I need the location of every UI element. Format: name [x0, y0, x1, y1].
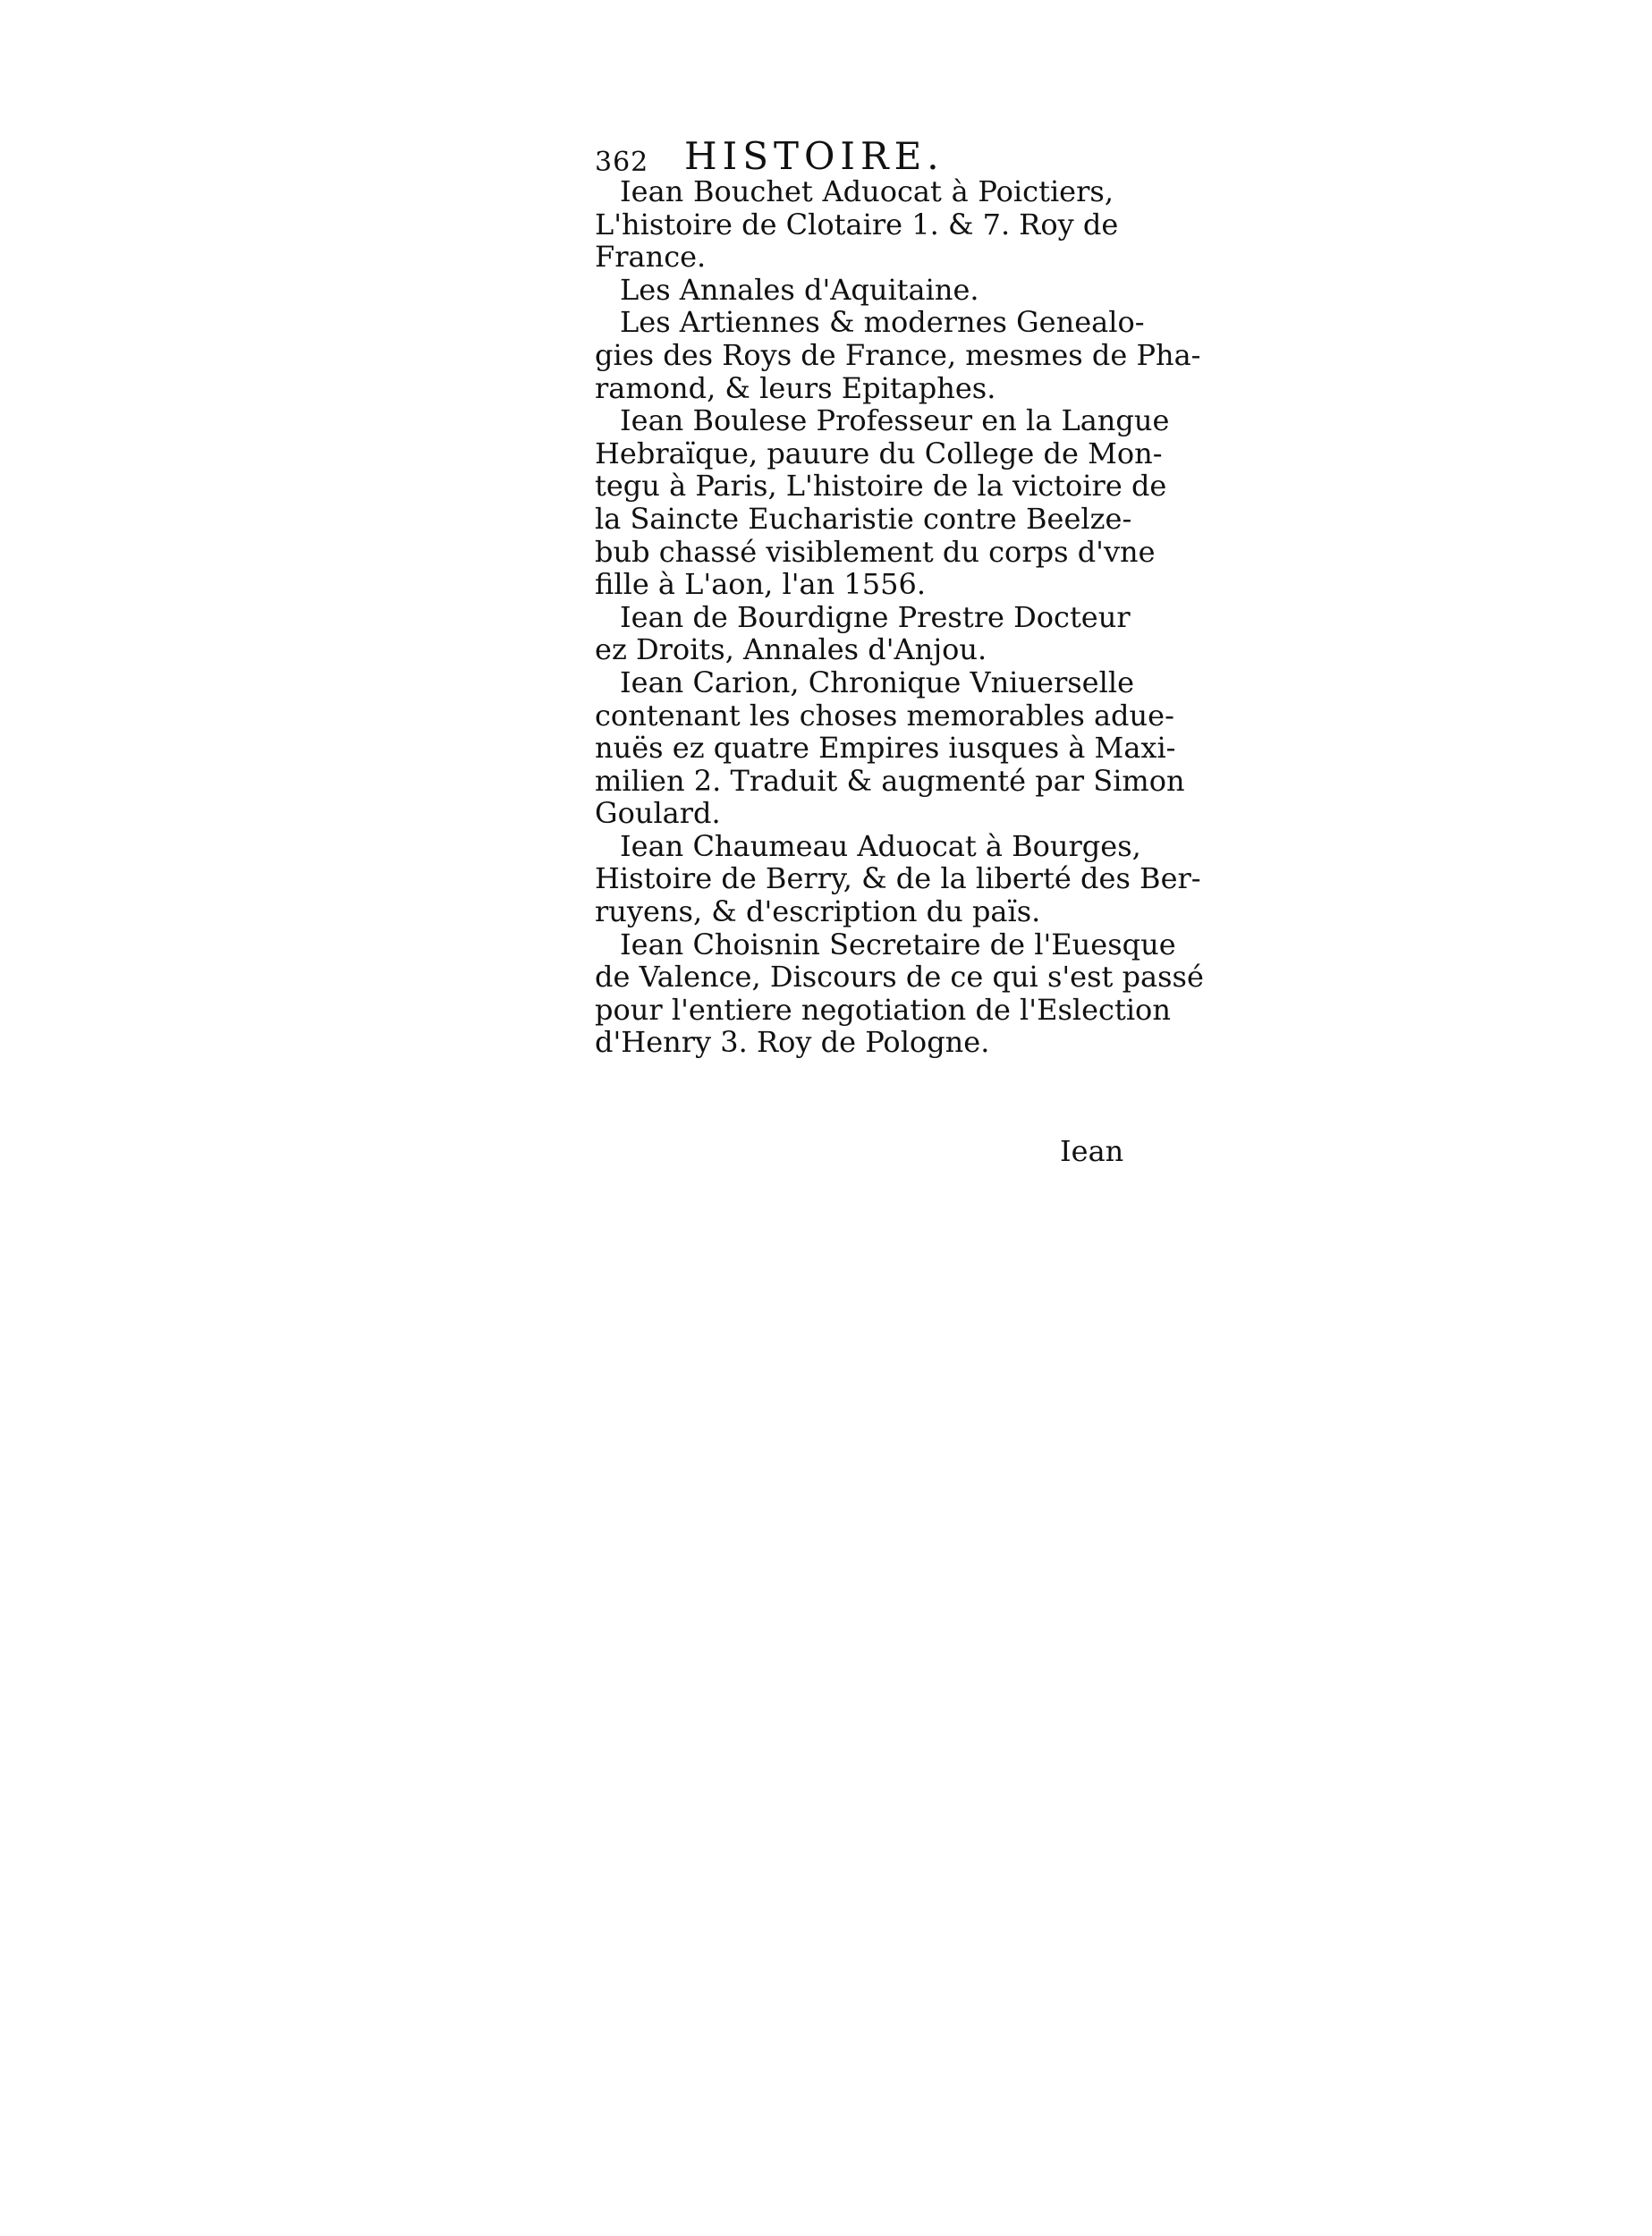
entry-line: milien 2. Traduit & augmenté par Simon	[595, 763, 1185, 798]
entry-line: de Valence, Discours de ce qui s'est passé	[595, 960, 1204, 995]
entry-line: fille à L'aon, l'an 1556.	[595, 567, 927, 602]
entry-line: tegu à Paris, L'histoire de la victoire de	[595, 469, 1167, 504]
entry-line: ramond, & leurs Epitaphes.	[595, 370, 996, 405]
entry-line: Les Artiennes & modernes Genealo-	[620, 305, 1145, 340]
entry-line: Iean Carion, Chronique Vniuerselle	[620, 665, 1135, 699]
bibliography-entry	[595, 274, 1114, 307]
entry-line: bub chassé visiblement du corps d'vne	[595, 534, 1156, 569]
running-head	[595, 134, 1114, 178]
entry-line: Goulard.	[595, 796, 721, 831]
entry-line: Iean Chaumeau Aduocat à Bourges,	[620, 828, 1141, 863]
catchword: Iean	[1060, 1134, 1124, 1168]
text-block	[595, 134, 1204, 1060]
page-number: 362	[595, 147, 649, 178]
bibliography-entry	[595, 828, 1201, 929]
bibliography-entry	[595, 174, 1119, 275]
entry-line: Les Annales d'Aquitaine.	[620, 272, 979, 307]
entry-line: nuës ez quatre Empires iusques à Maxi-	[595, 731, 1176, 766]
entry-line: gies des Roys de France, mesmes de Pha-	[595, 337, 1201, 372]
entry-line: ruyens, & d'escription du païs.	[595, 894, 1041, 929]
bibliography-entry	[595, 305, 1201, 405]
entry-line: la Saincte Eucharistie contre Beelze-	[595, 501, 1132, 536]
bibliography-entry	[595, 599, 1131, 667]
bibliography-entry	[595, 403, 1170, 602]
entry-line: Hebraïque, pauure du College de Mon-	[595, 436, 1163, 470]
entry-line: Iean de Bourdigne Prestre Docteur	[620, 599, 1131, 634]
entry-line: pour l'entiere negotiation de l'Eslection	[595, 992, 1171, 1027]
entry-line: Iean Bouchet Aduocat à Poictiers,	[620, 174, 1114, 208]
entry-line: contenant les choses memorables adue-	[595, 698, 1174, 733]
running-title: HISTOIRE.	[684, 134, 945, 178]
entry-line: L'histoire de Clotaire 1. & 7. Roy de	[595, 207, 1119, 241]
entry-line: ez Droits, Annales d'Anjou.	[595, 632, 987, 667]
bibliography-entry	[595, 665, 1185, 831]
entry-line: Iean Choisnin Secretaire de l'Euesque	[620, 927, 1176, 961]
entry-line: Iean Boulese Professeur en la Langue	[620, 403, 1170, 438]
entry-line: Histoire de Berry, & de la liberté des Ber-	[595, 861, 1201, 896]
entry-line: France.	[595, 240, 707, 275]
bibliography-entries	[595, 174, 1204, 1060]
entry-line: d'Henry 3. Roy de Pologne.	[595, 1025, 990, 1060]
bibliography-entry	[595, 927, 1204, 1060]
